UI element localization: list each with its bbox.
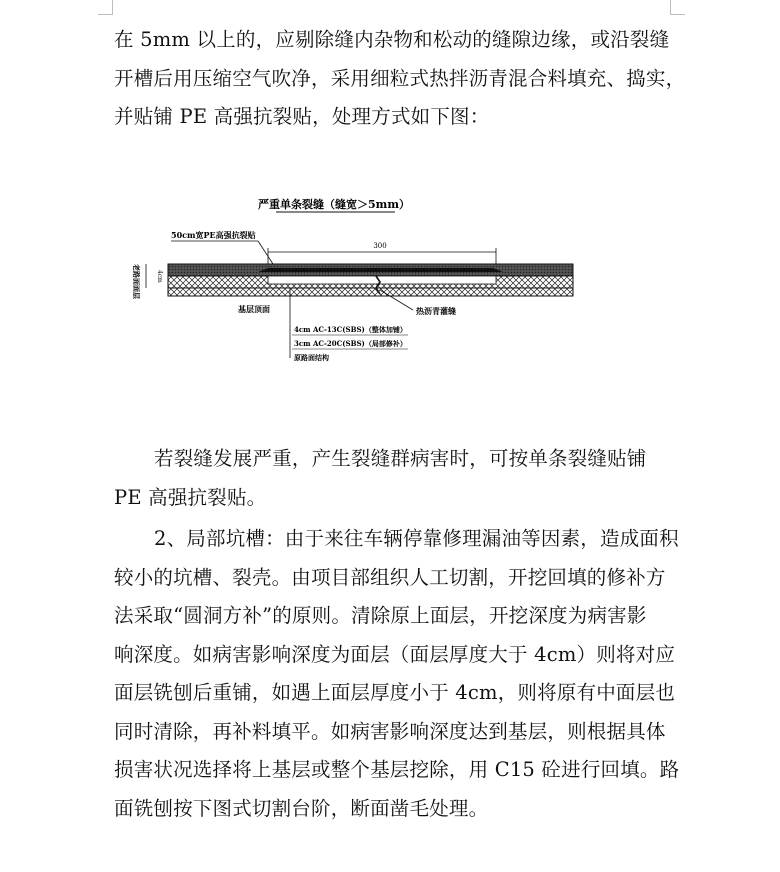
patch-leader-down — [258, 241, 273, 264]
text-line: 同时清除，再补料填平。如病害影响深度达到基层，则根据具体 — [114, 719, 666, 743]
base-layer — [168, 288, 573, 296]
crack-repair-diagram — [108, 190, 588, 380]
surface-label: 老路面面层 — [132, 264, 141, 299]
text-line: 面层铣刨后重铺，如遇上面层厚度小于 4cm，则将原有中面层也 — [114, 681, 676, 704]
text-line: 法采取“圆洞方补”的原则。清除原上面层，开挖深度为病害影 — [114, 604, 647, 627]
text-line: 2、局部坑槽：由于来往车辆停靠修理漏油等因素，造成面积 — [154, 527, 679, 550]
diagram-title: 严重单条裂缝（缝宽＞5mm） — [258, 198, 410, 211]
dim-vertical-label: 4cm — [156, 270, 163, 283]
crop-mark-top-left — [98, 0, 113, 15]
text-line: 开槽后用压缩空气吹净，采用细粒式热拌沥青混合料填充、捣实， — [114, 66, 686, 90]
text-line: PE 高强抗裂贴。 — [114, 485, 267, 509]
legend-item: 4cm AC-13C(SBS)（整体加铺） — [294, 325, 407, 334]
dim-label: 300 — [373, 242, 387, 250]
text-line: 响深度。如病害影响深度为面层（面层厚度大于 4cm）则将对应 — [114, 642, 676, 666]
text-line: 损害状况选择将上基层或整个基层挖除，用 C15 砼进行回填。路 — [114, 758, 680, 781]
text-line: 若裂缝发展严重，产生裂缝群病害时，可按单条裂缝贴铺 — [154, 447, 647, 470]
legend-item: 3cm AC-20C(SBS)（局部修补） — [294, 339, 407, 348]
text-line: 在 5mm 以上的，应剔除缝内杂物和松动的缝隙边缘，或沿裂缝 — [114, 28, 670, 51]
local-repair-layer — [268, 276, 496, 284]
legend-item: 原路面结构 — [294, 353, 329, 362]
text-line: 并贴铺 PE 高强抗裂贴，处理方式如下图： — [114, 105, 490, 128]
asphalt-label: 热沥青灌缝 — [416, 306, 456, 316]
patch-label: 50cm宽PE高强抗裂贴 — [171, 230, 256, 240]
crop-mark-top-right — [670, 0, 685, 15]
text-line: 面铣刨按下图式切割台阶，断面凿毛处理。 — [114, 796, 489, 820]
paragraph-crack-group — [114, 440, 674, 517]
paragraph-crack-treatment — [114, 21, 686, 137]
base-top-label: 基层顶面 — [238, 304, 270, 314]
text-line: 较小的坑槽、裂壳。由项目部组织人工切割，开挖回填的修补方 — [114, 565, 666, 589]
paragraph-pothole — [114, 520, 680, 828]
pe-patch — [258, 268, 503, 272]
